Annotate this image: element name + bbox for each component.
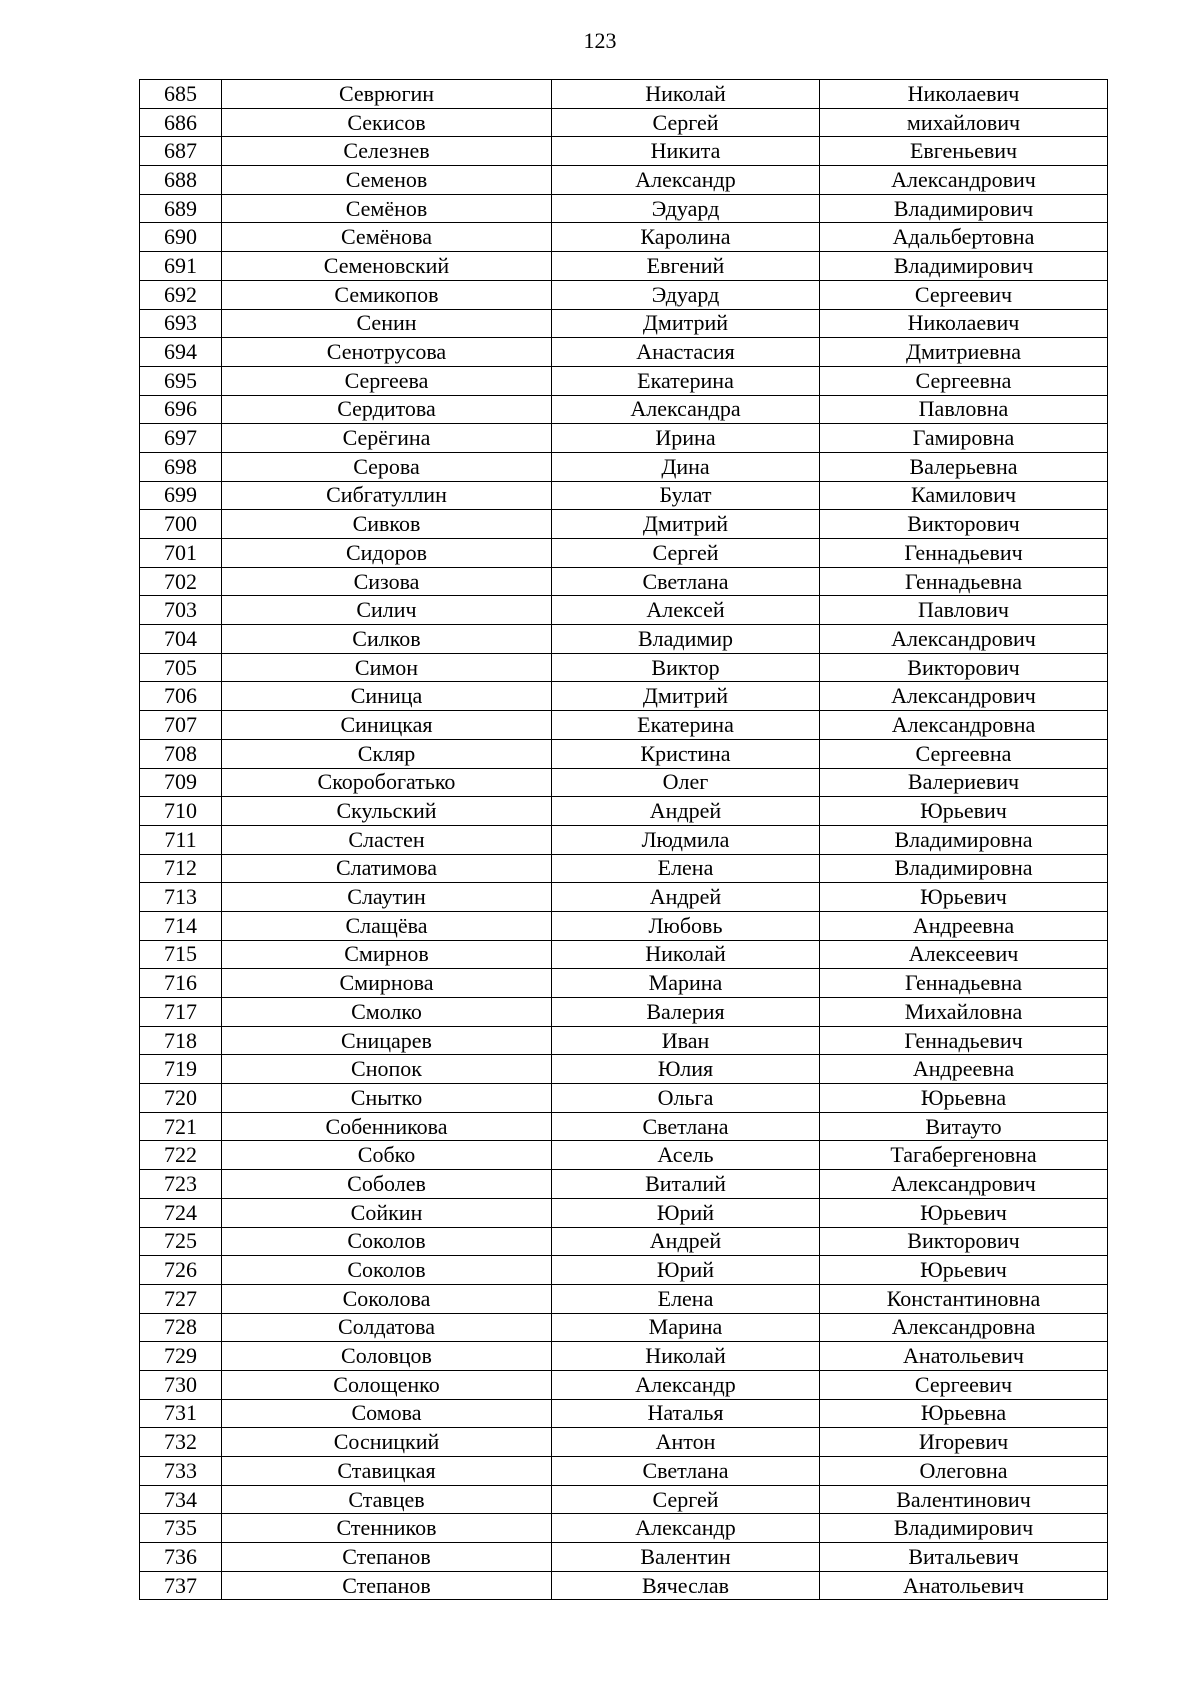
first-name-cell: Юлия	[552, 1055, 820, 1084]
first-name-cell: Екатерина	[552, 711, 820, 740]
row-number-cell: 725	[140, 1227, 222, 1256]
surname-cell: Соболев	[222, 1170, 552, 1199]
first-name-cell: Ольга	[552, 1084, 820, 1113]
first-name-cell: Елена	[552, 854, 820, 883]
surname-cell: Сидоров	[222, 539, 552, 568]
surname-cell: Семёнова	[222, 223, 552, 252]
row-number-cell: 698	[140, 452, 222, 481]
patronymic-cell: Олеговна	[820, 1457, 1108, 1486]
first-name-cell: Николай	[552, 940, 820, 969]
row-number-cell: 708	[140, 739, 222, 768]
row-number-cell: 726	[140, 1256, 222, 1285]
patronymic-cell: Александровна	[820, 711, 1108, 740]
table-row	[140, 1514, 1108, 1543]
first-name-cell: Виктор	[552, 653, 820, 682]
first-name-cell: Алексей	[552, 596, 820, 625]
table-row	[140, 194, 1108, 223]
first-name-cell: Александр	[552, 1370, 820, 1399]
first-name-cell: Виталий	[552, 1170, 820, 1199]
row-number-cell: 710	[140, 797, 222, 826]
table-row	[140, 1457, 1108, 1486]
surname-cell: Севрюгин	[222, 80, 552, 109]
first-name-cell: Дина	[552, 452, 820, 481]
table-row	[140, 739, 1108, 768]
patronymic-cell: Адальбертовна	[820, 223, 1108, 252]
first-name-cell: Светлана	[552, 1457, 820, 1486]
table-row	[140, 854, 1108, 883]
first-name-cell: Никита	[552, 137, 820, 166]
row-number-cell: 686	[140, 108, 222, 137]
patronymic-cell: Витауто	[820, 1112, 1108, 1141]
surname-cell: Ставицкая	[222, 1457, 552, 1486]
patronymic-cell: Владимировна	[820, 854, 1108, 883]
first-name-cell: Кристина	[552, 739, 820, 768]
surname-cell: Секисов	[222, 108, 552, 137]
surname-cell: Сойкин	[222, 1198, 552, 1227]
row-number-cell: 691	[140, 252, 222, 281]
table-row	[140, 452, 1108, 481]
surname-cell: Соколов	[222, 1227, 552, 1256]
row-number-cell: 692	[140, 280, 222, 309]
first-name-cell: Каролина	[552, 223, 820, 252]
surname-cell: Сибгатуллин	[222, 481, 552, 510]
patronymic-cell: Константиновна	[820, 1284, 1108, 1313]
surname-cell: Сомова	[222, 1399, 552, 1428]
row-number-cell: 693	[140, 309, 222, 338]
first-name-cell: Андрей	[552, 1227, 820, 1256]
patronymic-cell: Дмитриевна	[820, 338, 1108, 367]
surname-cell: Семикопов	[222, 280, 552, 309]
table-row	[140, 1141, 1108, 1170]
surname-cell: Степанов	[222, 1543, 552, 1572]
surname-cell: Собко	[222, 1141, 552, 1170]
first-name-cell: Екатерина	[552, 366, 820, 395]
patronymic-cell: Алексеевич	[820, 940, 1108, 969]
patronymic-cell: Юрьевич	[820, 797, 1108, 826]
row-number-cell: 734	[140, 1485, 222, 1514]
table-row	[140, 481, 1108, 510]
first-name-cell: Антон	[552, 1428, 820, 1457]
row-number-cell: 699	[140, 481, 222, 510]
first-name-cell: Сергей	[552, 108, 820, 137]
table-row	[140, 510, 1108, 539]
row-number-cell: 733	[140, 1457, 222, 1486]
surname-cell: Синицкая	[222, 711, 552, 740]
surname-cell: Семенов	[222, 166, 552, 195]
row-number-cell: 727	[140, 1284, 222, 1313]
surname-cell: Стенников	[222, 1514, 552, 1543]
table-row	[140, 280, 1108, 309]
surname-cell: Сенин	[222, 309, 552, 338]
row-number-cell: 706	[140, 682, 222, 711]
first-name-cell: Булат	[552, 481, 820, 510]
row-number-cell: 721	[140, 1112, 222, 1141]
row-number-cell: 689	[140, 194, 222, 223]
first-name-cell: Эдуард	[552, 194, 820, 223]
row-number-cell: 695	[140, 366, 222, 395]
first-name-cell: Людмила	[552, 825, 820, 854]
first-name-cell: Юрий	[552, 1198, 820, 1227]
surname-cell: Сенотрусова	[222, 338, 552, 367]
patronymic-cell: Анатольевич	[820, 1571, 1108, 1600]
table-row	[140, 1370, 1108, 1399]
patronymic-cell: Александрович	[820, 166, 1108, 195]
patronymic-cell: Валериевич	[820, 768, 1108, 797]
row-number-cell: 717	[140, 998, 222, 1027]
row-number-cell: 709	[140, 768, 222, 797]
first-name-cell: Олег	[552, 768, 820, 797]
table-row	[140, 596, 1108, 625]
row-number-cell: 700	[140, 510, 222, 539]
table-row	[140, 768, 1108, 797]
patronymic-cell: Николаевич	[820, 309, 1108, 338]
table-row	[140, 711, 1108, 740]
row-number-cell: 712	[140, 854, 222, 883]
surname-cell: Серёгина	[222, 424, 552, 453]
patronymic-cell: Сергеевич	[820, 1370, 1108, 1399]
patronymic-cell: Михайловна	[820, 998, 1108, 1027]
surname-cell: Собенникова	[222, 1112, 552, 1141]
table-row	[140, 969, 1108, 998]
first-name-cell: Сергей	[552, 1485, 820, 1514]
patronymic-cell: Юрьевич	[820, 883, 1108, 912]
first-name-cell: Марина	[552, 969, 820, 998]
surname-cell: Силич	[222, 596, 552, 625]
surname-cell: Скляр	[222, 739, 552, 768]
first-name-cell: Светлана	[552, 1112, 820, 1141]
row-number-cell: 720	[140, 1084, 222, 1113]
patronymic-cell: Александрович	[820, 625, 1108, 654]
first-name-cell: Евгений	[552, 252, 820, 281]
patronymic-cell: Викторович	[820, 1227, 1108, 1256]
first-name-cell: Дмитрий	[552, 309, 820, 338]
row-number-cell: 694	[140, 338, 222, 367]
table-row	[140, 1170, 1108, 1199]
patronymic-cell: Викторович	[820, 653, 1108, 682]
surname-cell: Сивков	[222, 510, 552, 539]
first-name-cell: Валентин	[552, 1543, 820, 1572]
first-name-cell: Александр	[552, 166, 820, 195]
row-number-cell: 735	[140, 1514, 222, 1543]
patronymic-cell: Владимирович	[820, 252, 1108, 281]
table-row	[140, 338, 1108, 367]
row-number-cell: 714	[140, 911, 222, 940]
patronymic-cell: Александровна	[820, 1313, 1108, 1342]
row-number-cell: 713	[140, 883, 222, 912]
surname-cell: Соколова	[222, 1284, 552, 1313]
table-row	[140, 1571, 1108, 1600]
surname-cell: Семеновский	[222, 252, 552, 281]
first-name-cell: Марина	[552, 1313, 820, 1342]
row-number-cell: 719	[140, 1055, 222, 1084]
table-row	[140, 1485, 1108, 1514]
table-row	[140, 653, 1108, 682]
patronymic-cell: Викторович	[820, 510, 1108, 539]
table-row	[140, 1026, 1108, 1055]
patronymic-cell: Евгеньевич	[820, 137, 1108, 166]
row-number-cell: 724	[140, 1198, 222, 1227]
first-name-cell: Валерия	[552, 998, 820, 1027]
table-row	[140, 1084, 1108, 1113]
first-name-cell: Анастасия	[552, 338, 820, 367]
patronymic-cell: Андреевна	[820, 1055, 1108, 1084]
table-row	[140, 539, 1108, 568]
patronymic-cell: Владимирович	[820, 1514, 1108, 1543]
patronymic-cell: Владимировна	[820, 825, 1108, 854]
patronymic-cell: Геннадьевна	[820, 969, 1108, 998]
surname-cell: Силков	[222, 625, 552, 654]
surname-cell: Соловцов	[222, 1342, 552, 1371]
surname-cell: Смолко	[222, 998, 552, 1027]
patronymic-cell: Александрович	[820, 1170, 1108, 1199]
table-row	[140, 395, 1108, 424]
row-number-cell: 715	[140, 940, 222, 969]
row-number-cell: 685	[140, 80, 222, 109]
row-number-cell: 736	[140, 1543, 222, 1572]
row-number-cell: 718	[140, 1026, 222, 1055]
table-row	[140, 424, 1108, 453]
first-name-cell: Эдуард	[552, 280, 820, 309]
row-number-cell: 732	[140, 1428, 222, 1457]
row-number-cell: 690	[140, 223, 222, 252]
patronymic-cell: Камилович	[820, 481, 1108, 510]
surname-cell: Смирнова	[222, 969, 552, 998]
table-row	[140, 137, 1108, 166]
patronymic-cell: Валерьевна	[820, 452, 1108, 481]
surname-cell: Солдатова	[222, 1313, 552, 1342]
surname-cell: Ставцев	[222, 1485, 552, 1514]
surname-cell: Сластен	[222, 825, 552, 854]
surname-cell: Снопок	[222, 1055, 552, 1084]
surname-cell: Скоробогатько	[222, 768, 552, 797]
surname-cell: Селезнев	[222, 137, 552, 166]
surname-cell: Слащёва	[222, 911, 552, 940]
row-number-cell: 728	[140, 1313, 222, 1342]
first-name-cell: Андрей	[552, 797, 820, 826]
surname-cell: Соколов	[222, 1256, 552, 1285]
first-name-cell: Любовь	[552, 911, 820, 940]
first-name-cell: Сергей	[552, 539, 820, 568]
first-name-cell: Асель	[552, 1141, 820, 1170]
surname-cell: Слаутин	[222, 883, 552, 912]
patronymic-cell: Геннадьевич	[820, 1026, 1108, 1055]
row-number-cell: 703	[140, 596, 222, 625]
row-number-cell: 697	[140, 424, 222, 453]
patronymic-cell: Гамировна	[820, 424, 1108, 453]
row-number-cell: 701	[140, 539, 222, 568]
table-row	[140, 567, 1108, 596]
table-row	[140, 1055, 1108, 1084]
surname-cell: Сергеева	[222, 366, 552, 395]
table-row	[140, 998, 1108, 1027]
first-name-cell: Андрей	[552, 883, 820, 912]
surname-cell: Сосницкий	[222, 1428, 552, 1457]
table-row	[140, 797, 1108, 826]
table-row	[140, 223, 1108, 252]
table-row	[140, 1428, 1108, 1457]
table-row	[140, 166, 1108, 195]
row-number-cell: 729	[140, 1342, 222, 1371]
patronymic-cell: Сергеевна	[820, 739, 1108, 768]
patronymic-cell: Анатольевич	[820, 1342, 1108, 1371]
row-number-cell: 723	[140, 1170, 222, 1199]
surname-cell: Сницарев	[222, 1026, 552, 1055]
row-number-cell: 688	[140, 166, 222, 195]
patronymic-cell: Николаевич	[820, 80, 1108, 109]
page-number: 123	[583, 28, 617, 53]
first-name-cell: Николай	[552, 80, 820, 109]
patronymic-cell: михайлович	[820, 108, 1108, 137]
surname-cell: Скульский	[222, 797, 552, 826]
table-row	[140, 940, 1108, 969]
row-number-cell: 696	[140, 395, 222, 424]
patronymic-cell: Геннадьевич	[820, 539, 1108, 568]
first-name-cell: Александр	[552, 1514, 820, 1543]
name-list-table	[139, 79, 1108, 1600]
first-name-cell: Наталья	[552, 1399, 820, 1428]
table-row	[140, 1198, 1108, 1227]
first-name-cell: Ирина	[552, 424, 820, 453]
row-number-cell: 702	[140, 567, 222, 596]
patronymic-cell: Игоревич	[820, 1428, 1108, 1457]
patronymic-cell: Юрьевич	[820, 1198, 1108, 1227]
row-number-cell: 705	[140, 653, 222, 682]
patronymic-cell: Сергеевна	[820, 366, 1108, 395]
table-row	[140, 825, 1108, 854]
patronymic-cell: Юрьевна	[820, 1084, 1108, 1113]
first-name-cell: Владимир	[552, 625, 820, 654]
table-row	[140, 1399, 1108, 1428]
first-name-cell: Елена	[552, 1284, 820, 1313]
table-row	[140, 1313, 1108, 1342]
first-name-cell: Юрий	[552, 1256, 820, 1285]
row-number-cell: 716	[140, 969, 222, 998]
surname-cell: Синица	[222, 682, 552, 711]
patronymic-cell: Александрович	[820, 682, 1108, 711]
surname-cell: Степанов	[222, 1571, 552, 1600]
row-number-cell: 730	[140, 1370, 222, 1399]
row-number-cell: 711	[140, 825, 222, 854]
table-row	[140, 1543, 1108, 1572]
patronymic-cell: Павлович	[820, 596, 1108, 625]
patronymic-cell: Валентинович	[820, 1485, 1108, 1514]
table-row	[140, 1227, 1108, 1256]
surname-cell: Слатимова	[222, 854, 552, 883]
row-number-cell: 722	[140, 1141, 222, 1170]
table-row	[140, 1112, 1108, 1141]
patronymic-cell: Витальевич	[820, 1543, 1108, 1572]
surname-cell: Смирнов	[222, 940, 552, 969]
table-row	[140, 309, 1108, 338]
surname-cell: Семёнов	[222, 194, 552, 223]
row-number-cell: 687	[140, 137, 222, 166]
row-number-cell: 737	[140, 1571, 222, 1600]
first-name-cell: Иван	[552, 1026, 820, 1055]
patronymic-cell: Андреевна	[820, 911, 1108, 940]
table-row	[140, 1256, 1108, 1285]
surname-cell: Солощенко	[222, 1370, 552, 1399]
table-row	[140, 911, 1108, 940]
surname-cell: Снытко	[222, 1084, 552, 1113]
surname-cell: Серова	[222, 452, 552, 481]
first-name-cell: Светлана	[552, 567, 820, 596]
table-row	[140, 108, 1108, 137]
surname-cell: Сердитова	[222, 395, 552, 424]
first-name-cell: Дмитрий	[552, 510, 820, 539]
first-name-cell: Александра	[552, 395, 820, 424]
table-row	[140, 366, 1108, 395]
patronymic-cell: Юрьевич	[820, 1256, 1108, 1285]
table-row	[140, 252, 1108, 281]
first-name-cell: Николай	[552, 1342, 820, 1371]
table-row	[140, 883, 1108, 912]
name-list-body	[140, 80, 1108, 1600]
table-row	[140, 1342, 1108, 1371]
row-number-cell: 731	[140, 1399, 222, 1428]
row-number-cell: 707	[140, 711, 222, 740]
first-name-cell: Вячеслав	[552, 1571, 820, 1600]
patronymic-cell: Юрьевна	[820, 1399, 1108, 1428]
table-row	[140, 80, 1108, 109]
table-row	[140, 1284, 1108, 1313]
surname-cell: Симон	[222, 653, 552, 682]
patronymic-cell: Владимирович	[820, 194, 1108, 223]
first-name-cell: Дмитрий	[552, 682, 820, 711]
patronymic-cell: Сергеевич	[820, 280, 1108, 309]
table-row	[140, 625, 1108, 654]
patronymic-cell: Тагабергеновна	[820, 1141, 1108, 1170]
table-row	[140, 682, 1108, 711]
row-number-cell: 704	[140, 625, 222, 654]
surname-cell: Сизова	[222, 567, 552, 596]
patronymic-cell: Павловна	[820, 395, 1108, 424]
patronymic-cell: Геннадьевна	[820, 567, 1108, 596]
